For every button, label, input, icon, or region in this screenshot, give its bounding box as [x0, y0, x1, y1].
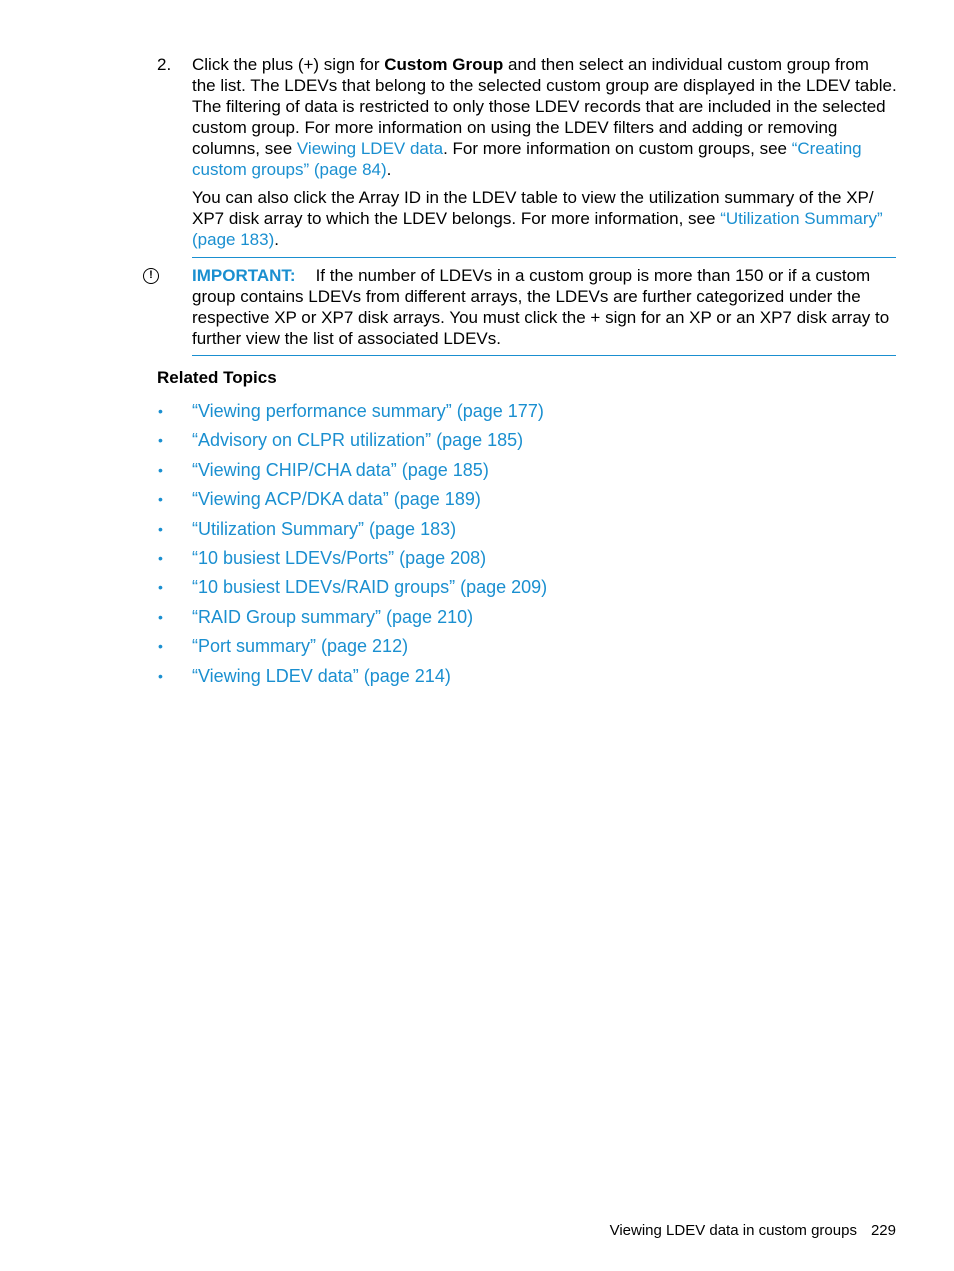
related-topic-link[interactable]: “Utilization Summary” (page 183): [192, 518, 457, 539]
page-number: 229: [870, 1222, 896, 1239]
related-topic-link[interactable]: “RAID Group summary” (page 210): [192, 606, 474, 627]
list-item: [157, 427, 547, 456]
list-item: [157, 486, 547, 515]
step-text: and then select an individual custom group from the list. The LDEVs that belong to the selected custom group are displayed in the LDEV table. The filtering of data is restricted to only those LDEV records that are included in the selected custom group. For more information on using the LDEV filters and adding or removing columns, see: [192, 55, 897, 158]
related-topic-link[interactable]: “Viewing performance summary” (page 177): [192, 401, 544, 421]
page-footer: [610, 1222, 896, 1239]
important-label: IMPORTANT:: [192, 266, 296, 285]
step-paragraph-1: [192, 54, 897, 180]
related-topics-heading: Related Topics: [157, 368, 277, 387]
bullet-icon: •: [158, 432, 163, 449]
bullet-icon: •: [158, 579, 163, 596]
bullet-icon: •: [158, 520, 163, 537]
step-text: .: [274, 230, 279, 249]
custom-group-term: Custom Group: [384, 55, 504, 74]
related-topic-link[interactable]: “Viewing CHIP/CHA data” (page 185): [192, 459, 489, 480]
step-paragraph-2: [192, 187, 897, 250]
step-number: 2.: [157, 55, 172, 74]
list-item: [157, 604, 547, 633]
related-topic-link[interactable]: “Viewing LDEV data” (page 214): [192, 665, 451, 686]
important-text: If the number of LDEVs in a custom group is more than 150 or if a custom group contains LDEVs from different arrays, the LDEVs are further categorized under the respective XP or XP7 disk arrays. You must click the + sign for an XP or an XP7 disk array to further view the list of associated LDEVs.: [192, 266, 890, 348]
step-body: [192, 54, 897, 250]
step-text: You can also click the Array ID in the LDEV table to view the utilization summary of the XP/ XP7 disk array to which the LDEV belongs. For more information, see: [192, 188, 874, 228]
bullet-icon: •: [158, 638, 163, 655]
step-text: Click the plus (+) sign for: [192, 55, 385, 74]
related-topic-link[interactable]: “Viewing ACP/DKA data” (page 189): [192, 489, 481, 510]
step-2: [157, 54, 897, 257]
bullet-icon: •: [158, 491, 163, 508]
list-item: [157, 574, 547, 603]
related-topic-link[interactable]: “Advisory on CLPR utilization” (page 185): [192, 430, 524, 451]
list-item: [157, 398, 547, 427]
utilization-summary-link[interactable]: “Utilization Summary” (page 183): [192, 209, 883, 249]
related-topics-list: [157, 398, 547, 692]
bullet-icon: •: [158, 667, 163, 684]
creating-custom-groups-link[interactable]: “Creating custom groups” (page 84): [192, 139, 862, 179]
important-note: [192, 257, 896, 356]
list-item: [157, 663, 547, 692]
viewing-ldev-data-link[interactable]: Viewing LDEV data: [296, 139, 444, 158]
exclamation-circle-icon: !: [143, 268, 159, 284]
bullet-icon: •: [158, 549, 163, 566]
related-topic-link[interactable]: “10 busiest LDEVs/RAID groups” (page 209): [192, 577, 548, 598]
bullet-icon: •: [158, 461, 163, 478]
bullet-icon: •: [158, 608, 163, 625]
list-item: [157, 545, 547, 574]
list-item: [157, 633, 547, 662]
list-item: [157, 457, 547, 486]
step-text: . For more information on custom groups, see: [443, 139, 792, 158]
bullet-icon: •: [158, 403, 163, 419]
related-topic-link[interactable]: “10 busiest LDEVs/Ports” (page 208): [192, 547, 487, 568]
related-topic-link[interactable]: “Port summary” (page 212): [192, 636, 409, 657]
list-item: [157, 516, 547, 545]
step-text: .: [386, 160, 392, 179]
footer-section-title: Viewing LDEV data in custom groups: [609, 1222, 857, 1239]
